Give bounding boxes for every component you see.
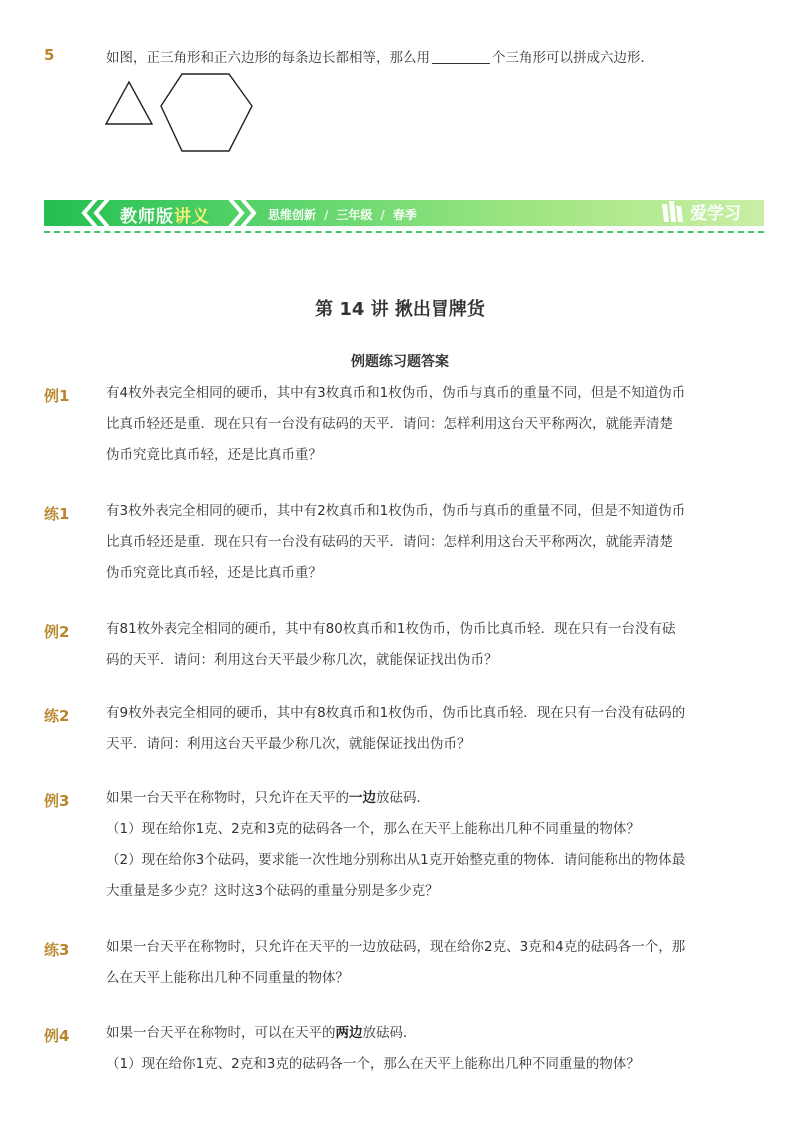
question-number: 5 (44, 46, 55, 64)
problem-body (106, 496, 718, 589)
lecture-title: 第 14 讲 揪出冒牌货 (315, 299, 485, 320)
problem-body (106, 378, 718, 471)
banner-sub-term: 春季 (392, 208, 417, 222)
problem-line: 大重量是多少克？这时这3个砝码的重量分别是多少克？ (106, 883, 439, 899)
problem-body (106, 783, 718, 907)
question-text-before: 如图，正三角形和正六边形的每条边长都相等，那么用 (106, 50, 430, 66)
banner-separator: / (380, 208, 385, 222)
intro-text: 放砝码． (362, 1025, 417, 1041)
section-title: 例题练习题答案 (351, 354, 449, 370)
problem-line: 有4枚外表完全相同的硬币，其中有3枚真币和1枚伪币，伪币与真币的重量不同，但是不知道伪币 (106, 385, 686, 401)
banner-sub-subject: 思维创新 (268, 208, 317, 222)
problem-line: 有81枚外表完全相同的硬币，其中有80枚真币和1枚伪币，伪币比真币轻．现在只有一台没有砝 (106, 621, 676, 637)
problem-line: 伪币究竟比真币轻，还是比真币重？ (106, 565, 322, 581)
problem-line: 么在天平上能称出几种不同重量的物体？ (106, 970, 349, 986)
problem-label: 例3 (44, 792, 70, 810)
problem-line: （2）现在给你3个砝码，要求能一次性地分别称出从1克开始整克重的物体．请问能称出的物体最 (106, 852, 686, 868)
problem-label: 练3 (44, 941, 70, 959)
banner-title (120, 202, 210, 227)
brand-bars-icon (660, 198, 686, 224)
problem-intro (106, 1018, 718, 1049)
triangle-shape (106, 82, 152, 124)
problem-label: 例4 (44, 1027, 70, 1045)
question-text (106, 46, 654, 66)
intro-text: 放砝码． (376, 790, 430, 806)
problem-intro (106, 783, 718, 814)
question-text-after: 个三角形可以拼成六边形． (492, 50, 654, 66)
intro-emphasis: 一边 (349, 790, 376, 806)
intro-emphasis: 两边 (335, 1025, 363, 1041)
problem-line: 有9枚外表完全相同的硬币，其中有8枚真币和1枚伪币，伪币比真币轻．现在只有一台没有砝码的 (106, 705, 686, 721)
problem-label: 练2 (44, 707, 70, 725)
problem-line: 天平．请问：利用这台天平最少称几次，就能保证找出伪币？ (106, 736, 471, 752)
double-chevron-left-icon (78, 196, 118, 230)
hexagon-shape (161, 74, 252, 151)
answer-blank (432, 63, 490, 64)
brand-logo (660, 198, 741, 224)
shapes-figure (100, 68, 260, 158)
brand-name: 爱学习 (690, 203, 741, 224)
problem-label: 练1 (44, 505, 70, 523)
problem-line: 比真币轻还是重．现在只有一台没有砝码的天平．请问：怎样利用这台天平称两次，就能弄清楚 (106, 416, 673, 432)
problem-body (106, 932, 718, 994)
intro-text: 如果一台天平在称物时，可以在天平的 (106, 1025, 336, 1041)
banner-sub-grade: 三年级 (336, 208, 373, 222)
intro-text: 如果一台天平在称物时，只允许在天平的 (106, 790, 349, 806)
problem-body (106, 698, 718, 760)
banner-title-highlight: 讲义 (174, 207, 210, 227)
lecture-banner (44, 196, 764, 232)
problem-line: （1）现在给你1克、2克和3克的砝码各一个，那么在天平上能称出几种不同重量的物体？ (106, 1056, 640, 1072)
problem-body (106, 614, 718, 676)
banner-title-main: 教师版 (120, 207, 174, 227)
double-chevron-right-icon (220, 196, 260, 230)
banner-subtitle (268, 206, 417, 223)
banner-separator: / (324, 208, 329, 222)
problem-body (106, 1018, 718, 1080)
problem-line: 如果一台天平在称物时，只允许在天平的一边放砝码，现在给你2克、3克和4克的砝码各一个，那 (106, 939, 686, 955)
problem-label: 例1 (44, 387, 70, 405)
problem-line: 码的天平．请问：利用这台天平最少称几次，就能保证找出伪币？ (106, 652, 498, 668)
problem-line: 比真币轻还是重．现在只有一台没有砝码的天平．请问：怎样利用这台天平称两次，就能弄清楚 (106, 534, 673, 550)
problem-line: （1）现在给你1克、2克和3克的砝码各一个，那么在天平上能称出几种不同重量的物体？ (106, 821, 640, 837)
banner-dashed-line (44, 231, 764, 233)
problem-line: 有3枚外表完全相同的硬币，其中有2枚真币和1枚伪币，伪币与真币的重量不同，但是不知道伪币 (106, 503, 686, 519)
problem-line: 伪币究竟比真币轻，还是比真币重？ (106, 447, 322, 463)
problem-label: 例2 (44, 623, 70, 641)
